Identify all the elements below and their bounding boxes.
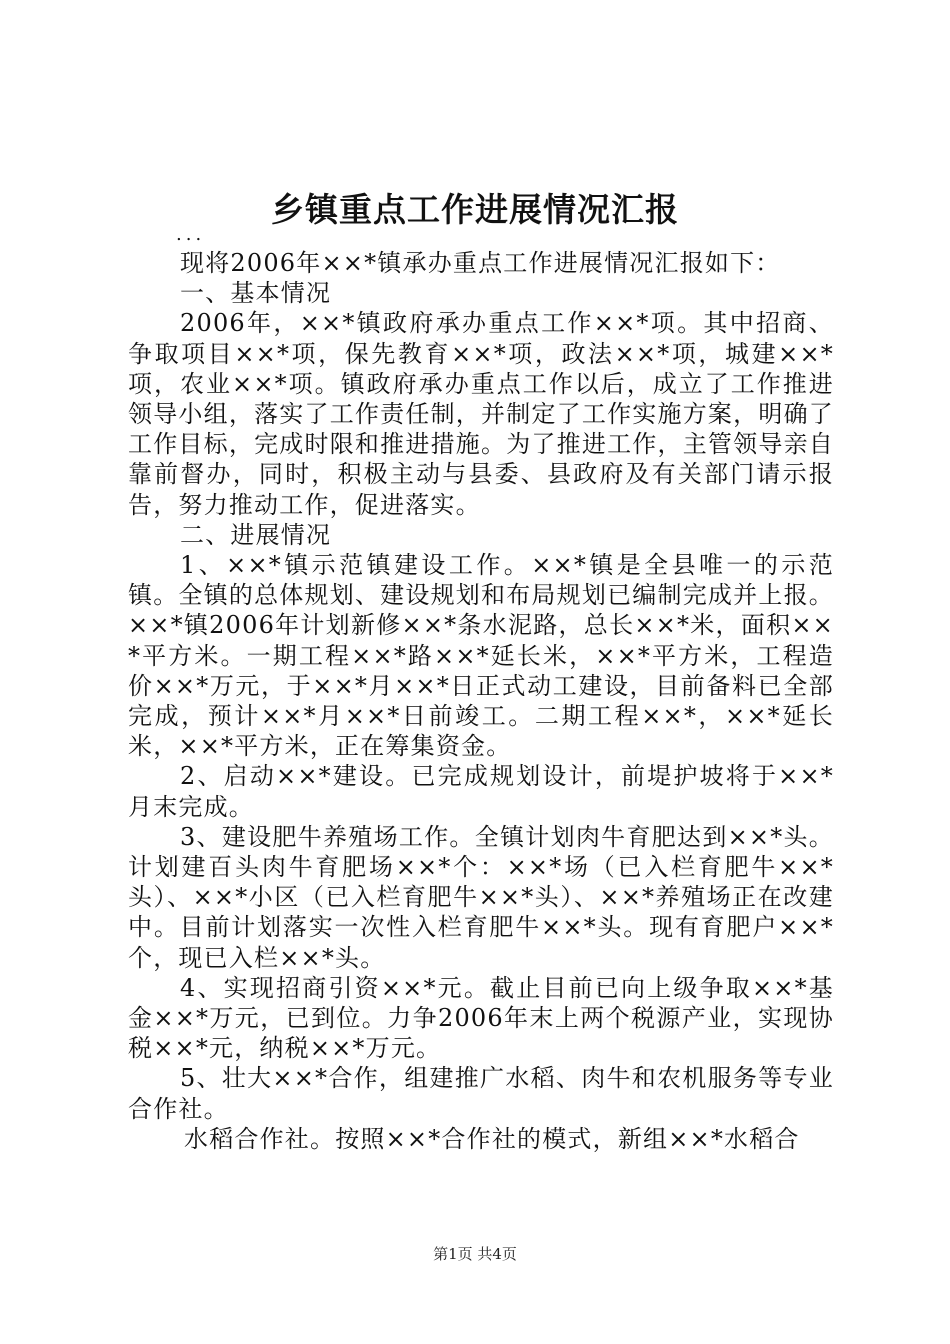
progress-item-3: 3、建设肥牛养殖场工作。全镇计划肉牛育肥达到××*头。计划建百头肉牛育肥场××*个：××*场（已入栏育肥牛××*头）、××*小区（已入栏育肥牛××*头）、××*养殖场正在改建中。目前计划落实一次性入栏育肥牛××*头。现有育肥户××*个，现已入栏××*头。 (128, 822, 834, 972)
intro-paragraph: 现将2006年××*镇承办重点工作进展情况汇报如下： (180, 249, 781, 277)
section-heading-basic: 一、基本情况 (180, 279, 332, 308)
rice-cooperative-paragraph: 水稻合作社。按照××*合作社的模式，新组××*水稻合 (184, 1124, 800, 1153)
progress-item-2: 2、启动××*建设。已完成规划设计，前堤护坡将于××*月末完成。 (128, 762, 834, 821)
basic-situation-paragraph: 2006年，××*镇政府承办重点工作××*项。其中招商、争取项目××*项，保先教育××*项，政法××*项，城建××*项，农业××*项。镇政府承办重点工作以后，成立了工作推进领导小组，落实了工作责任制，并制定了工作实施方案，明确了工作目标，完成时限和推进措施。为了推进工作，主管领导亲自靠前督办，同时，积极主动与县委、县政府及有关部门请示报告，努力推动工作，促进落实。 (128, 309, 834, 519)
progress-item-4: 4、实现招商引资××*元。截止目前已向上级争取××*基金××*万元，已到位。力争2006年末上两个税源产业，实现协税××*元，纳税××*万元。 (128, 973, 834, 1063)
ellipsis-line: ... (176, 224, 206, 245)
document-title: 乡镇重点工作进展情况汇报 (271, 190, 679, 229)
section-heading-progress: 二、进展情况 (180, 520, 332, 549)
progress-item-1: 1、××*镇示范镇建设工作。××*镇是全县唯一的示范镇。全镇的总体规划、建设规划和布局规划已编制完成并上报。××*镇2006年计划新修××*条水泥路，总长××*米，面积××*平方米。一期工程××*路××*延长米，××*平方米，工程造价××*万元，于××*月××*日正式动工建设，目前备料已全部完成，预计××*月××*日前竣工。二期工程××*，××*延长米，××*平方米，正在筹集资金。 (128, 551, 834, 761)
document-body (128, 220, 834, 1154)
page-number-footer: 第1页 共4页 (433, 1245, 517, 1263)
progress-item-5: 5、壮大××*合作，组建推广水稻、肉牛和农机服务等专业合作社。 (128, 1064, 834, 1123)
